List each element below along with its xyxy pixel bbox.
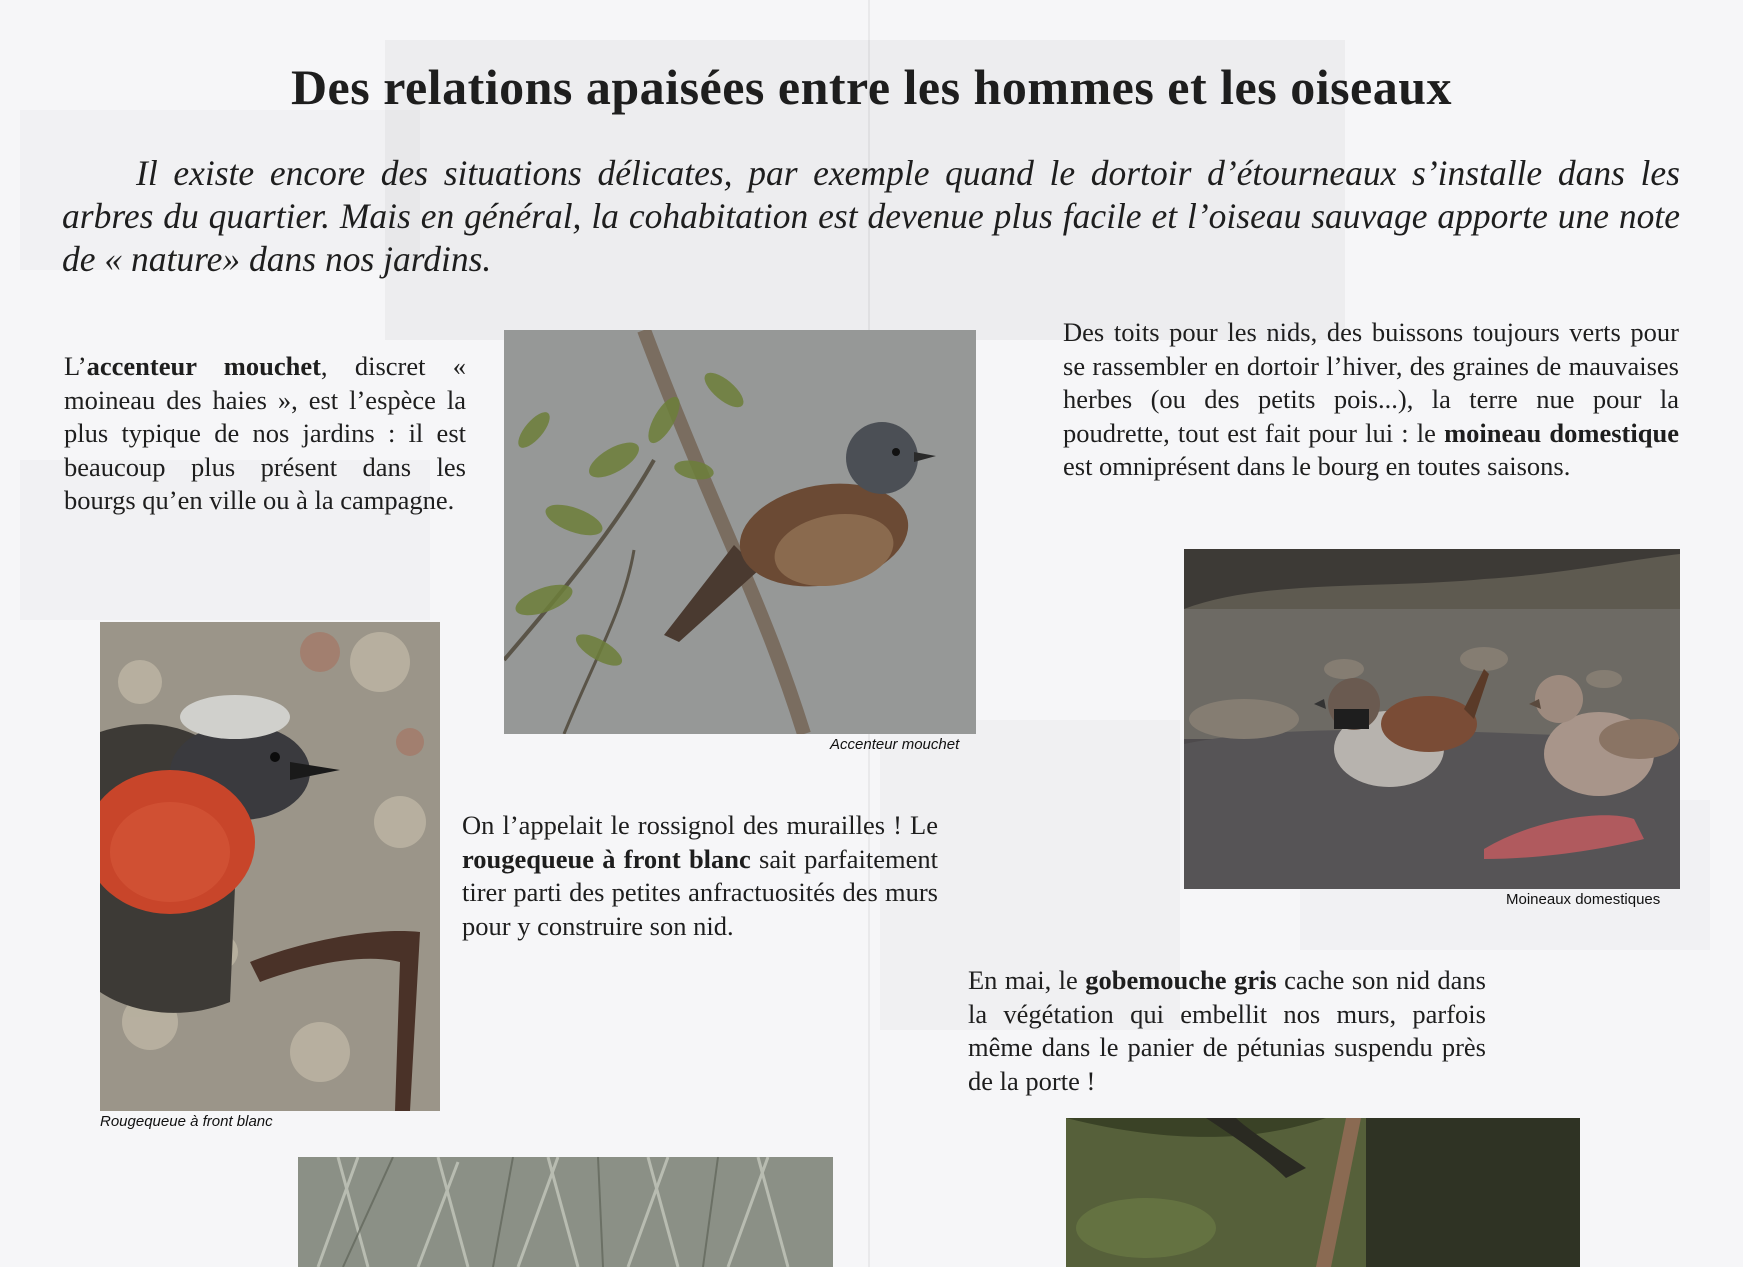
accenteur-photo (504, 330, 976, 734)
moineau-paragraph (1063, 316, 1679, 484)
moineau-text-pre: Des toits pour les nids, des buissons toujours verts pour se rassembler en dortoir l’hiver, des graines de mauvaises herbes (ou des petits pois...), la terre nue pour la poudrette, tout est fait pour lui : le (1063, 317, 1679, 448)
moineau-name: moineau domestique (1444, 417, 1679, 448)
gobemouche-text-pre: En mai, le (968, 965, 1086, 995)
rougequeue-text-pre: On l’appelait le rossignol des murailles ! Le (462, 810, 938, 840)
rougequeue-photo (100, 622, 440, 1111)
page-title: Des relations apaisées entre les hommes et les oiseaux (290, 59, 1453, 115)
moineaux-caption: Moineaux domestiques (1506, 891, 1661, 908)
intro-text: Il existe encore des situations délicates, par exemple quand le dortoir d’étourneaux s’installe dans les arbres du quartier. Mais en général, la cohabitation est devenue plus facile et l’oiseau sauvage apporte une note de « nature» dans nos jardins. (62, 153, 1680, 279)
rougequeue-paragraph (462, 809, 938, 943)
moineaux-photo (1184, 549, 1680, 889)
moineau-text-post: est omniprésent dans le bourg en toutes saisons. (1063, 451, 1571, 481)
gobemouche-text-post: cache son nid dans la végétation qui embellit nos murs, parfois même dans le panier de pétunias suspendu près de la porte ! (968, 965, 1486, 1096)
gobemouche-paragraph (968, 964, 1486, 1098)
accenteur-paragraph (64, 350, 466, 518)
gobemouche-photo (1066, 1118, 1580, 1267)
gobemouche-name: gobemouche gris (1085, 965, 1277, 995)
rougequeue-name: rougequeue à front blanc (462, 843, 751, 874)
rougequeue-text-post: sait parfaitement tirer parti des petites anfractuosités des murs pour y construire son nid. (462, 843, 938, 941)
accenteur-text-post: , discret « moineau des haies », est l’espèce la plus typique de nos jardins : il est beaucoup plus présent dans les bourgs qu’en ville ou à la campagne. (64, 351, 467, 515)
accenteur-name: accenteur mouchet (86, 351, 321, 381)
rougequeue-caption: Rougequeue à front blanc (100, 1113, 273, 1130)
accenteur-caption: Accenteur mouchet (830, 736, 960, 753)
lavender-photo (298, 1157, 833, 1267)
accenteur-text-pre: L’ (64, 351, 87, 381)
